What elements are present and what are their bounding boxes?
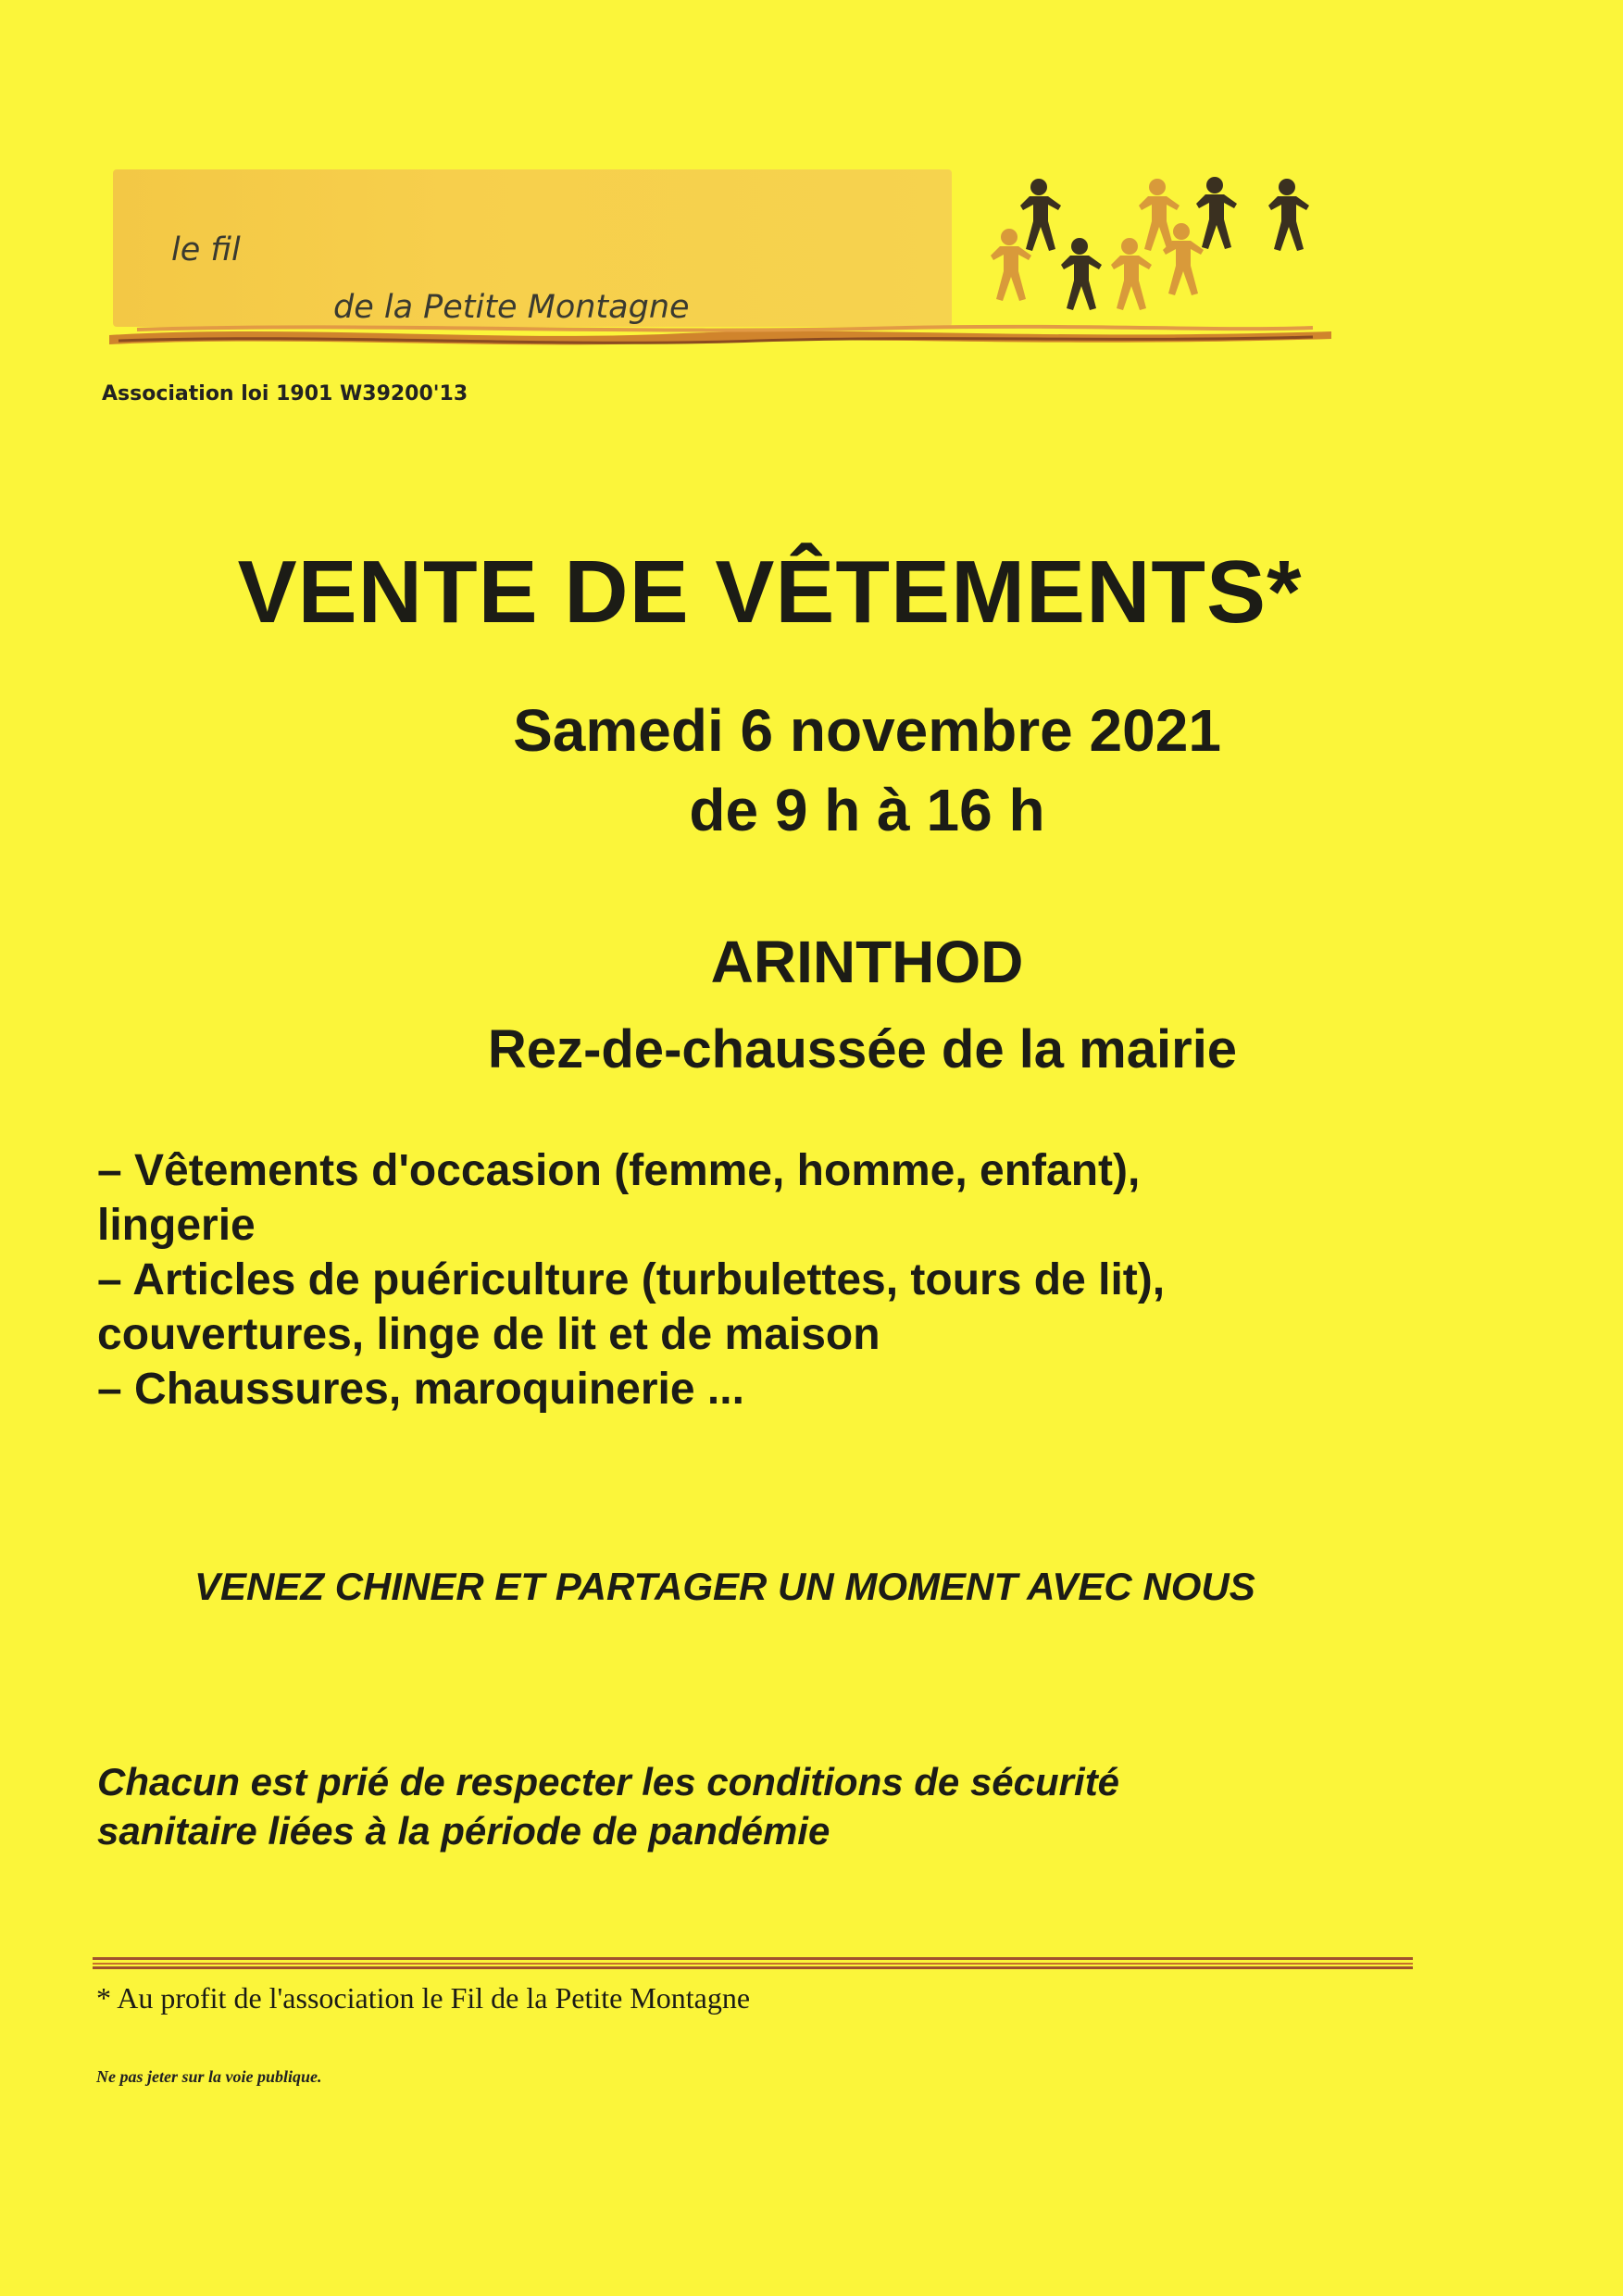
list-item: – Chaussures, maroquinerie ... — [97, 1365, 744, 1414]
safety-line: sanitaire liées à la période de pandémie — [97, 1809, 830, 1853]
event-date: Samedi 6 novembre 2021 — [513, 697, 1221, 764]
association-registration: Association loi 1901 W39200'13 — [102, 382, 468, 406]
disposal-notice: Ne pas jeter sur la voie publique. — [96, 2067, 322, 2086]
list-item: lingerie — [97, 1201, 256, 1250]
event-hours: de 9 h à 16 h — [689, 777, 1045, 843]
event-venue: Rez-de-chaussée de la mairie — [487, 1019, 1238, 1079]
event-title: VENTE DE VÊTEMENTS* — [237, 543, 1303, 642]
paper-people-chain-icon — [972, 167, 1342, 324]
safety-notice — [97, 1757, 1393, 1855]
invitation-text: VENEZ CHINER ET PARTAGER UN MOMENT AVEC NOUS — [194, 1565, 1255, 1608]
list-item: – Vêtements d'occasion (femme, homme, enfant), — [97, 1146, 1141, 1195]
event-town: ARINTHOD — [710, 929, 1024, 995]
list-item: – Articles de puériculture (turbulettes, tours de lit), — [97, 1255, 1166, 1304]
footer-divider — [93, 1957, 1413, 1969]
logo-text-line1: le fil — [171, 231, 241, 268]
logo-text-line2: de la Petite Montagne — [333, 289, 690, 326]
list-item: couvertures, linge de lit et de maison — [97, 1310, 880, 1359]
items-list — [97, 1143, 1393, 1416]
footnote: * Au profit de l'association le Fil de la Petite Montagne — [96, 1981, 751, 2015]
safety-line: Chacun est prié de respecter les conditions de sécurité — [97, 1760, 1120, 1803]
